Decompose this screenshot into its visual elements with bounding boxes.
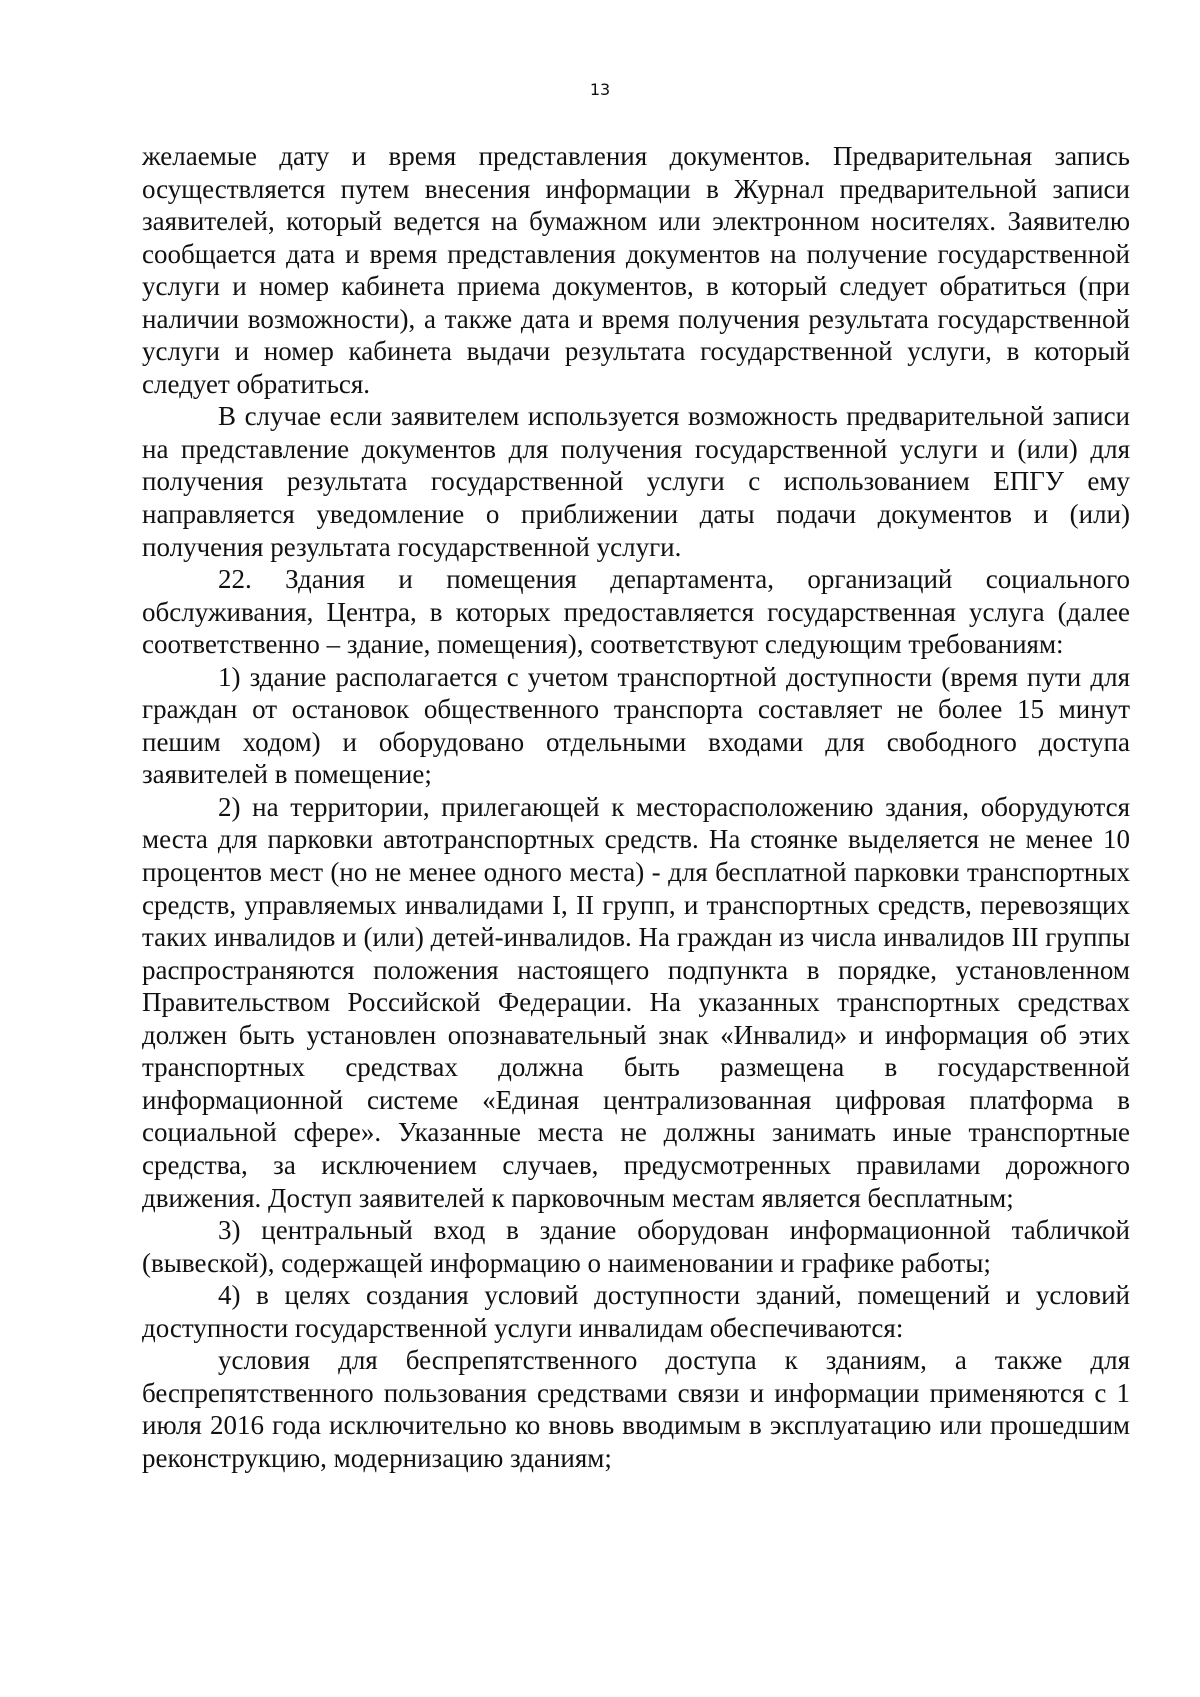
paragraph-epgu-notification: В случае если заявителем используется возможность предварительной записи на представление документов для получения государственной услуги и (или) для получения результата государственной услуги с использованием ЕПГУ ему направляется уведомление о приближении даты подачи документов и (или) получения результата государственной услуги. xyxy=(142,401,1130,562)
paragraph-preliminary-record: желаемые дату и время представления документов. Предварительная запись осуществляется путем внесения информации в Журнал предварительной записи заявителей, который ведется на бумажном или электронном носителях. Заявителю сообщается дата и время представления документов на получение государственной услуги и номер кабинета приема документов, в который следует обратиться (при наличии возможности), а также дата и время получения результата государственной услуги и номер кабинета выдачи результата государственной услуги, в который следует обратиться. xyxy=(142,141,1130,399)
paragraph-item-4-accessibility: 4) в целях создания условий доступности зданий, помещений и условий доступности государственной услуги инвалидам обеспечиваются: xyxy=(142,1280,1130,1343)
page-number: 13 xyxy=(589,80,611,99)
paragraph-item-1-transport: 1) здание располагается с учетом транспортной доступности (время пути для граждан от остановок общественного транспорта составляет не более 15 минут пешим ходом) и оборудовано отдельными входами для свободного доступа заявителей в помещение; xyxy=(142,661,1130,790)
paragraph-item-3-entrance: 3) центральный вход в здание оборудован информационной табличкой (вывеской), содержащей информацию о наименовании и графике работы; xyxy=(142,1215,1130,1278)
paragraph-access-conditions: условия для беспрепятственного доступа к зданиям, а также для беспрепятственного пользования средствами связи и информации применяются с 1 июля 2016 года исключительно ко вновь вводимым в эксплуатацию или прошедшим реконструкцию, модернизацию зданиям; xyxy=(142,1345,1130,1473)
paragraph-item-2-parking: 2) на территории, прилегающей к месторасположению здания, оборудуются места для парковки автотранспортных средств. На стоянке выделяется не менее 10 процентов мест (но не менее одного места) - для бесплатной парковки транспортных средств, управляемых инвалидами I, II групп, и транспортных средств, перевозящих таких инвалидов и (или) детей-инвалидов. На граждан из числа инвалидов III группы распространяются положения настоящего подпункта в порядке, установленном Правительством Российской Федерации. На указанных транспортных средствах должен быть установлен опознавательный знак «Инвалид» и информация об этих транспортных средствах должна быть размещена в государственной информационной системе «Единая централизованная цифровая платформа в социальной сфере». Указанные места не должны занимать иные транспортные средства, за исключением случаев, предусмотренных правилами дорожного движения. Доступ заявителей к парковочным местам является бесплатным; xyxy=(142,791,1130,1213)
paragraph-22-buildings: 22. Здания и помещения департамента, организаций социального обслуживания, Центра, в которых предоставляется государственная услуга (далее соответственно – здание, помещения), соответствуют следующим требованиям: xyxy=(142,564,1130,660)
document-body xyxy=(142,140,1130,1474)
